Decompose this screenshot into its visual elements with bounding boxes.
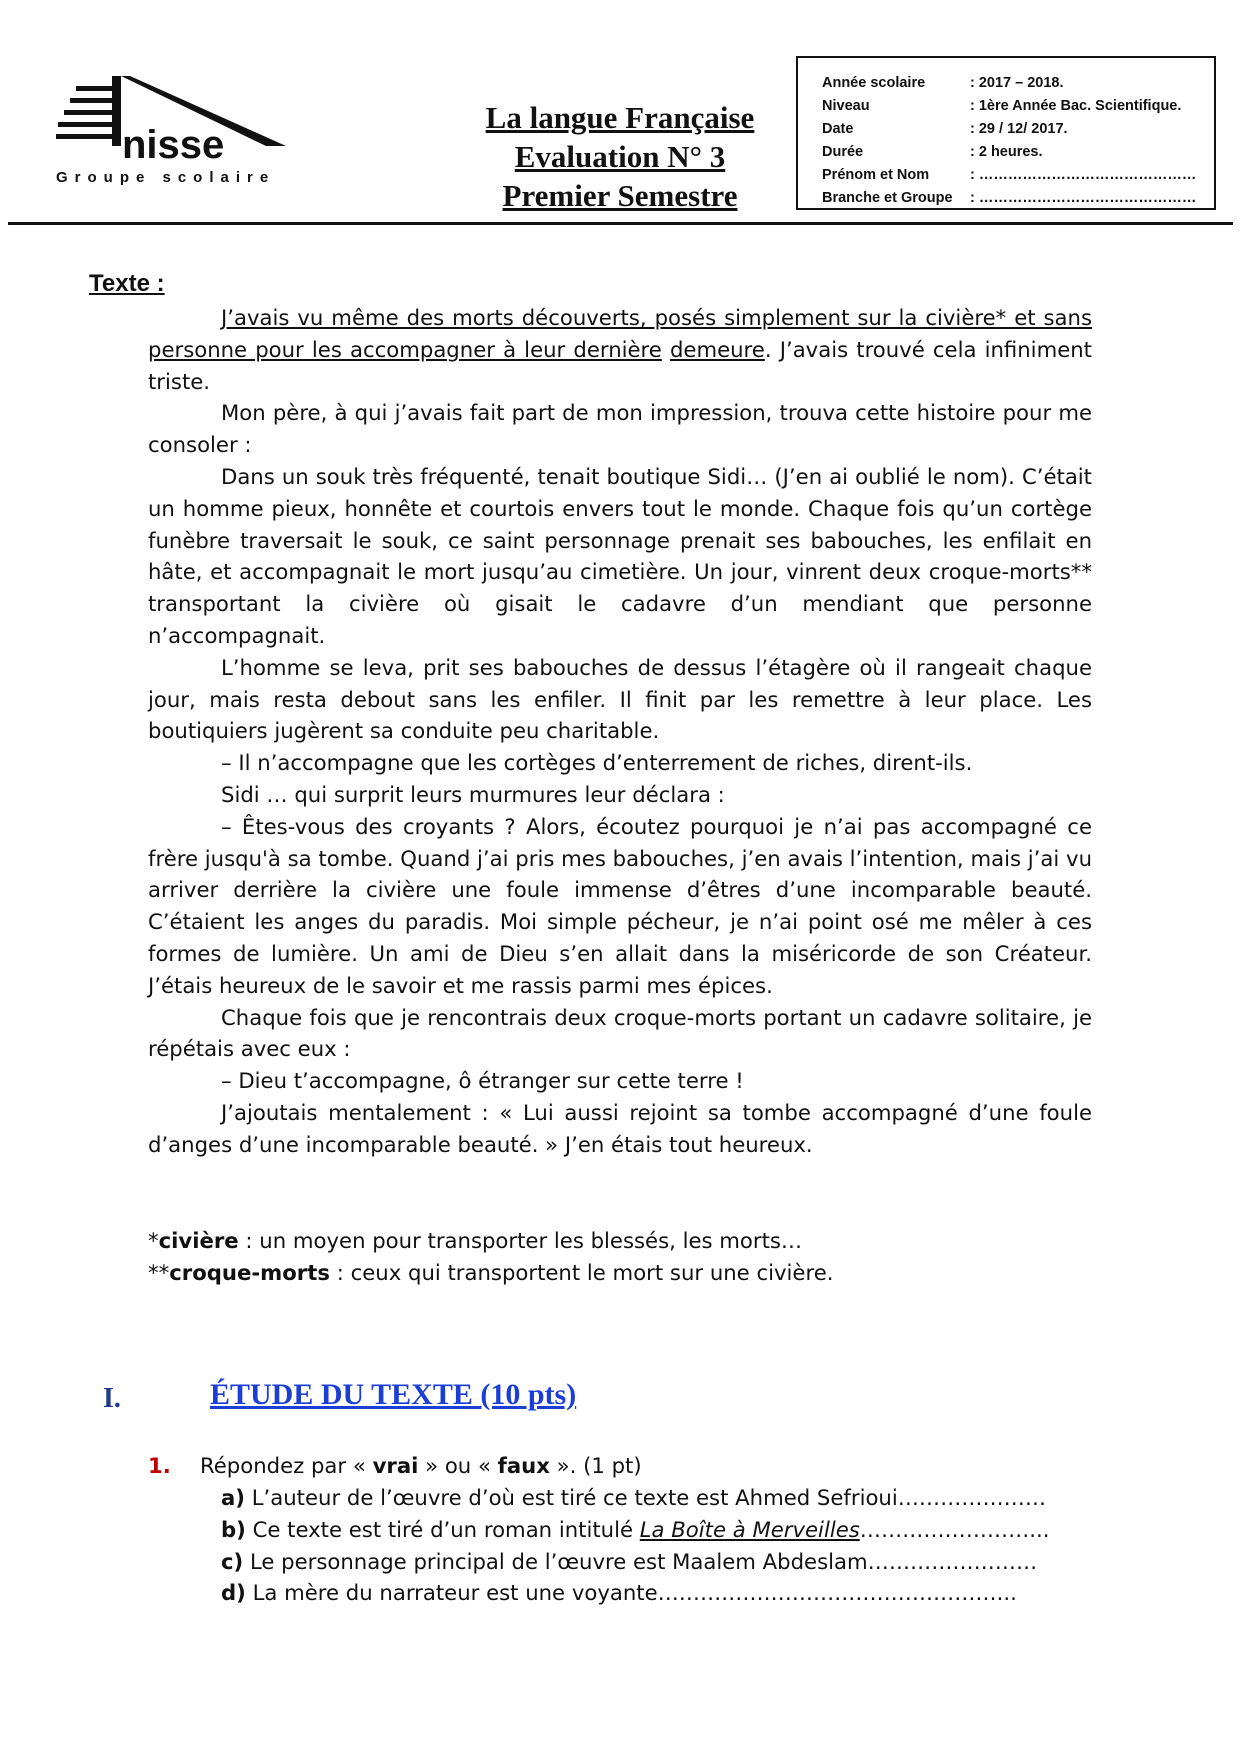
paragraph: – Êtes-vous des croyants ? Alors, écoutez pourquoi je n’ai pas accompagné ce frère jusqu'à sa tombe. Quand j’ai pris mes babouches, j’en avais l’intention, mais j’ai vu arriver derrière la civière une foule immense d’êtres d’une incomparable beauté. C’étaient les anges du paradis. Moi simple pécheur, je n’ai point osé me mêler à ces formes de lumière. Un ami de Dieu s’en allait dans la miséricorde de son Créateur. J’étais heureux de le savoir et me rassis parmi mes épices. bbox=[148, 813, 1092, 998]
info-label: Branche et Groupe bbox=[822, 190, 953, 206]
item-text: Le personnage principal de l’œuvre est Maalem Abdeslam…………………… bbox=[243, 1548, 1038, 1574]
info-value: : 2017 – 2018. bbox=[970, 75, 1064, 91]
question-item-c bbox=[221, 1546, 1101, 1578]
info-label: Date bbox=[822, 121, 854, 137]
info-row-year bbox=[822, 72, 1214, 95]
info-row-level bbox=[822, 95, 1214, 118]
logo-subtitle: Groupe scolaire bbox=[56, 169, 276, 186]
logo-name: nisse bbox=[122, 123, 225, 167]
question-item-b bbox=[221, 1514, 1101, 1546]
question-text: » ou « bbox=[418, 1453, 498, 1478]
group-field[interactable]: : ……………………………………… bbox=[970, 190, 1197, 206]
note-term: croque-morts bbox=[169, 1259, 330, 1285]
item-text: La mère du narrateur est une voyante…………………………………………... bbox=[245, 1580, 1017, 1606]
logo-graphic bbox=[56, 76, 336, 188]
space bbox=[662, 337, 670, 362]
info-row-group bbox=[822, 187, 1214, 210]
section-number: I. bbox=[103, 1383, 121, 1414]
school-logo bbox=[56, 76, 336, 188]
info-label: Niveau bbox=[822, 98, 870, 114]
title-line-1: La langue Française bbox=[485, 100, 755, 135]
question-1-items bbox=[221, 1482, 1101, 1609]
question-item-a bbox=[221, 1482, 1101, 1514]
keyword-vrai: vrai bbox=[372, 1453, 419, 1478]
info-label: Année scolaire bbox=[822, 75, 926, 91]
paragraph: Sidi … qui surprit leurs murmures leur déclara : bbox=[221, 781, 725, 807]
note-marker: ** bbox=[148, 1259, 170, 1285]
item-letter: b) bbox=[221, 1516, 246, 1542]
keyword-faux: faux bbox=[497, 1453, 550, 1478]
question-text: ». (1 pt) bbox=[549, 1453, 642, 1478]
note-definition: : un moyen pour transporter les blessés, les morts… bbox=[238, 1228, 803, 1253]
question-text: Répondez par « bbox=[200, 1453, 373, 1478]
item-text: Ce texte est tiré d’un roman intitulé bbox=[245, 1516, 640, 1542]
item-letter: c) bbox=[221, 1548, 244, 1574]
paragraph: Chaque fois que je rencontrais deux croque-morts portant un cadavre solitaire, je répétais avec eux : bbox=[148, 1004, 1092, 1062]
title-line-3: Premier Semestre bbox=[502, 178, 738, 213]
glossary-notes bbox=[148, 1225, 1092, 1289]
note-definition: : ceux qui transportent le mort sur une civière. bbox=[330, 1259, 834, 1285]
book-title: La Boîte à Merveilles bbox=[639, 1516, 860, 1542]
student-info-box bbox=[796, 56, 1216, 210]
paragraph bbox=[148, 302, 1092, 397]
paragraph: – Il n’accompagne que les cortèges d’enterrement de riches, dirent-ils. bbox=[221, 750, 973, 776]
exam-title bbox=[440, 98, 800, 215]
note-1 bbox=[148, 1225, 1092, 1257]
note-marker: * bbox=[148, 1228, 159, 1253]
info-row-name bbox=[822, 164, 1214, 187]
item-dots: ……………………... bbox=[859, 1516, 1050, 1542]
paragraph: Dans un souk très fréquenté, tenait boutique Sidi… (J’en ai oublié le nom). C’était un homme pieux, honnête et courtois envers tout le monde. Chaque fois qu’un cortège funèbre traversait le souk, ce saint personnage prenait ses babouches, les enfilait en hâte, et accompagnait le mort jusqu’au cimetière. Un jour, vinrent deux croque-morts** transportant la civière où gisait le cadavre d’un mendiant que personne n’accompagnait. bbox=[148, 463, 1092, 648]
info-value: : 1ère Année Bac. Scientifique. bbox=[970, 98, 1182, 114]
paragraph-text: . J’avais trouvé cela infiniment triste. bbox=[148, 336, 1092, 394]
paragraph: – Dieu t’accompagne, ô étranger sur cette terre ! bbox=[221, 1068, 744, 1094]
title-line-2: Evaluation N° 3 bbox=[514, 139, 726, 174]
info-value: : 29 / 12/ 2017. bbox=[970, 121, 1068, 137]
info-row-date bbox=[822, 118, 1214, 141]
question-number: 1. bbox=[148, 1453, 171, 1478]
paragraph: L’homme se leva, prit ses babouches de dessus l’étagère où il rangeait chaque jour, mais resta debout sans les enfiler. Il finit par les remettre à leur place. Les boutiquiers jugèrent sa conduite peu charitable. bbox=[148, 654, 1092, 744]
info-value: : 2 heures. bbox=[970, 144, 1043, 160]
info-label: Prénom et Nom bbox=[822, 167, 930, 183]
question-1 bbox=[148, 1450, 642, 1482]
header-divider bbox=[8, 222, 1233, 225]
section-title: ÉTUDE DU TEXTE (10 pts) bbox=[210, 1378, 577, 1411]
text-heading: Texte : bbox=[89, 270, 165, 297]
info-label: Durée bbox=[822, 144, 864, 160]
paragraph: J’ajoutais mentalement : « Lui aussi rejoint sa tombe accompagné d’une foule d’anges d’une incomparable beauté. » J’en étais tout heureux. bbox=[148, 1099, 1092, 1157]
question-item-d bbox=[221, 1577, 1101, 1609]
reading-passage bbox=[148, 302, 1092, 1161]
info-row-duration bbox=[822, 141, 1214, 164]
note-term: civière bbox=[158, 1228, 239, 1253]
underlined-word: demeure bbox=[669, 336, 765, 362]
underlined-text: J’avais vu même des morts découverts, posés simplement sur la civière* et sans personne pour les accompagner à leur dernière bbox=[148, 305, 1092, 362]
item-text: L’auteur de l’œuvre d’où est tiré ce texte est Ahmed Sefrioui………………… bbox=[244, 1485, 1047, 1510]
note-2 bbox=[148, 1257, 1092, 1289]
paragraph: Mon père, à qui j’avais fait part de mon impression, trouva cette histoire pour me consoler : bbox=[148, 400, 1092, 458]
item-letter: a) bbox=[221, 1485, 245, 1510]
item-letter: d) bbox=[221, 1580, 246, 1606]
name-field[interactable]: : ……………………………………… bbox=[970, 167, 1197, 183]
